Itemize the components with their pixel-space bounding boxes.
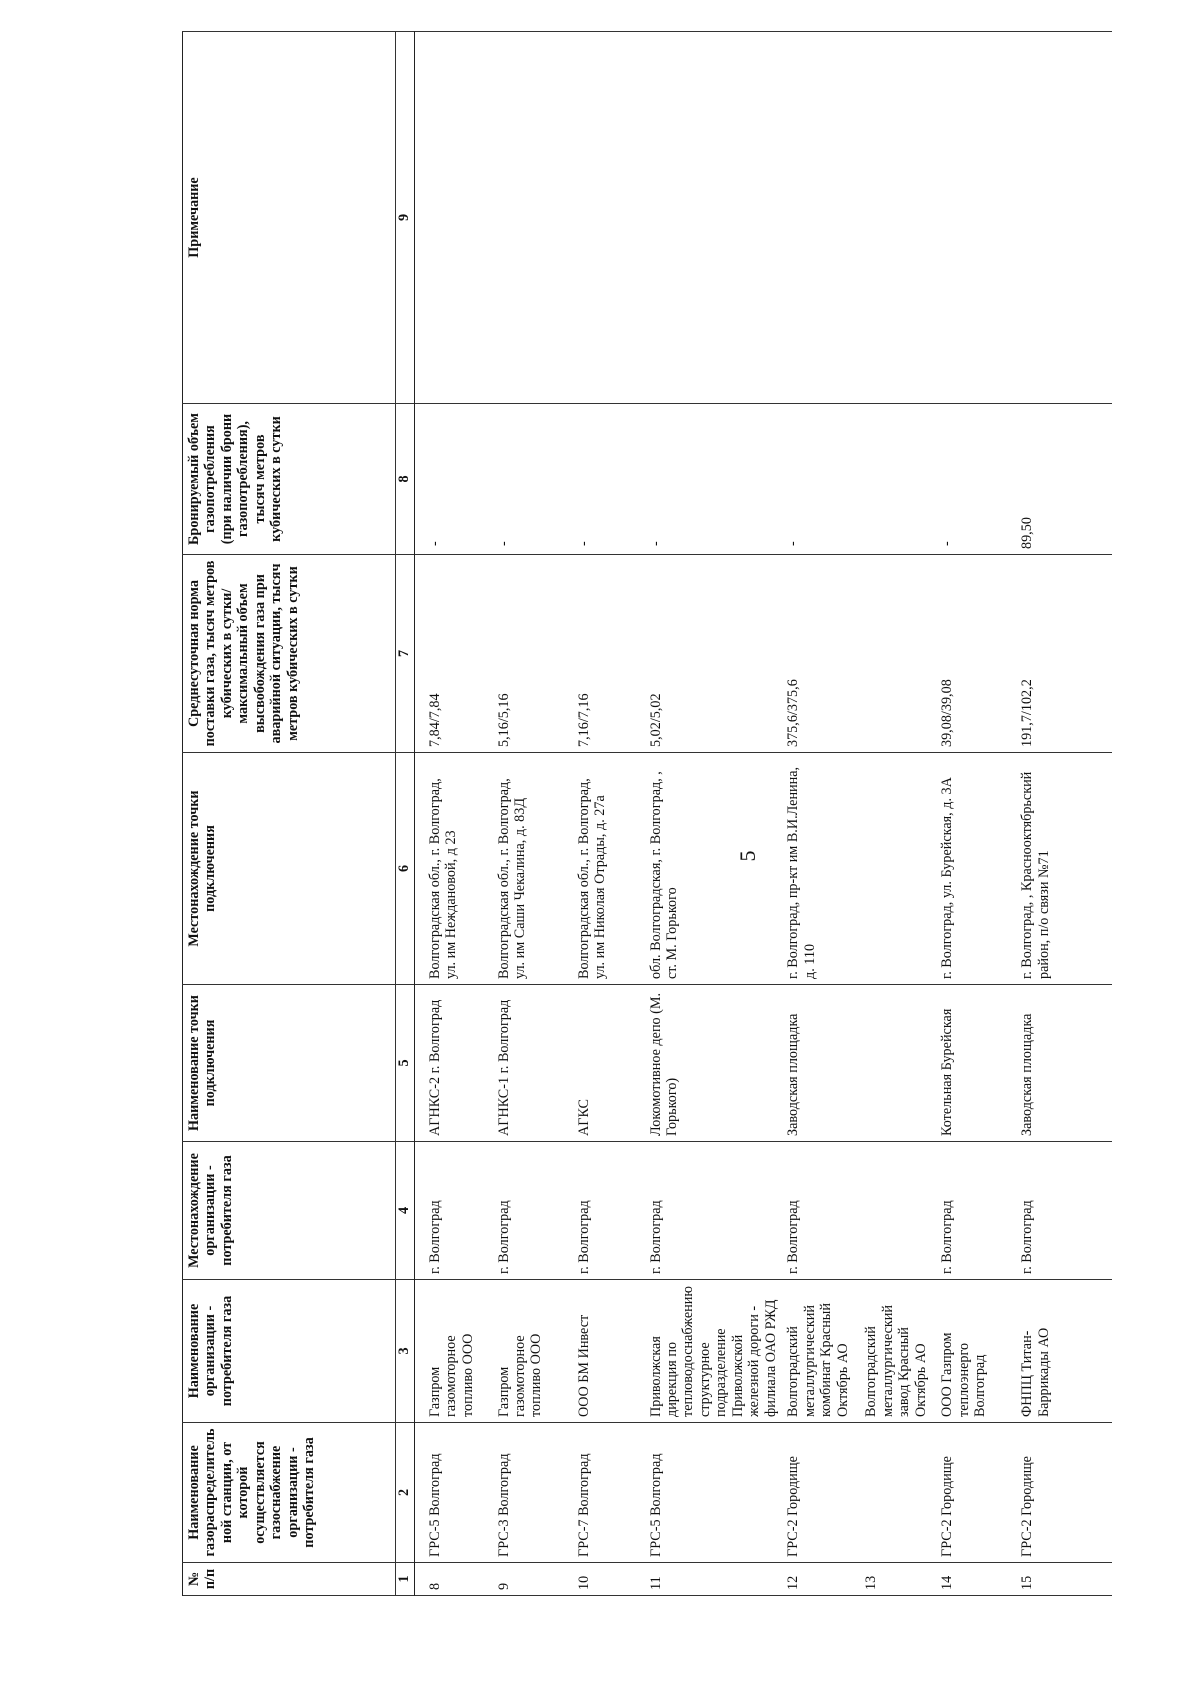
row-num: 10: [573, 1563, 645, 1596]
column-number: 6: [396, 753, 415, 985]
row-point: Локомотивное депо (М. Горького): [645, 985, 783, 1142]
table-row: [493, 32, 573, 1596]
row-consumer-location: г. Волгоград: [645, 1142, 783, 1280]
row-reserved: -: [645, 404, 783, 555]
row-consumer-location: г. Волгоград: [782, 1142, 860, 1280]
header-row: [183, 32, 396, 1596]
row-consumer: ООО Газпром теплоэнерго Волгоград: [936, 1280, 1016, 1423]
row-num: 12: [782, 1563, 860, 1596]
row-consumer: ФНПЦ Титан-Баррикады АО: [1016, 1280, 1112, 1423]
row-consumer: Волгоградский металлургический комбинат Красный Октябрь АО: [782, 1280, 860, 1423]
row-consumer: Приволжская дирекция по тепловодоснабжению структурное подразделение Приволжской железной дороги - филиала ОАО РЖД: [645, 1280, 783, 1423]
row-point: Котельная Бурейская: [936, 985, 1016, 1142]
gas-supply-table: [182, 31, 1112, 1596]
row-consumer-location: г. Волгоград: [573, 1142, 645, 1280]
column-number-row: [396, 32, 415, 1596]
table-row: [782, 32, 860, 1596]
row-norm: 191,7/102,2: [1016, 555, 1112, 753]
row-norm: 5,02/5,02: [645, 555, 783, 753]
row-reserved: -: [415, 404, 493, 555]
row-point: [860, 985, 936, 1142]
page-number: 5: [735, 850, 760, 862]
row-consumer: ООО БМ Инвест: [573, 1280, 645, 1423]
header-consumer-location: Местонахождение организации - потребителя газа: [183, 1142, 396, 1280]
row-point-location: Волгоградская обл., г. Волгоград, ул. им Саши Чекалина, д. 83Д: [493, 753, 573, 985]
row-num: 9: [493, 1563, 573, 1596]
header-station: Наименование газораспределительной станции, от которой осуществляется газоснабжение организации - потребителя газа: [183, 1423, 396, 1563]
row-num: 14: [936, 1563, 1016, 1596]
row-station: ГРС-5 Волгоград: [415, 1423, 493, 1563]
column-number: 1: [396, 1563, 415, 1596]
row-station: ГРС-5 Волгоград: [645, 1423, 783, 1563]
row-consumer-location: г. Волгоград: [493, 1142, 573, 1280]
row-reserved: [860, 404, 936, 555]
table-row: [936, 32, 1016, 1596]
column-number: 2: [396, 1423, 415, 1563]
header-reserved: Бронируемый объем газопотребления (при наличии брони газопотребления), тысяч метров кубических в сутки: [183, 404, 396, 555]
column-number: 5: [396, 985, 415, 1142]
row-point: АГНКС-2 г. Волгоград: [415, 985, 493, 1142]
row-consumer-location: г. Волгоград: [936, 1142, 1016, 1280]
row-consumer-location: [860, 1142, 936, 1280]
row-station: [860, 1423, 936, 1563]
header-point: Наименование точки подключения: [183, 985, 396, 1142]
row-note: [645, 32, 783, 404]
row-note: [860, 32, 936, 404]
row-norm: 7,84/7,84: [415, 555, 493, 753]
row-consumer-location: г. Волгоград: [1016, 1142, 1112, 1280]
header-note: Примечание: [183, 32, 396, 404]
row-consumer: Газпром газомоторное топливо ООО: [493, 1280, 573, 1423]
table-row: [645, 32, 783, 1596]
row-note: [782, 32, 860, 404]
row-point: АГНКС-1 г. Волгоград: [493, 985, 573, 1142]
row-note: [493, 32, 573, 404]
column-number: 3: [396, 1280, 415, 1423]
row-consumer: Газпром газомоторное топливо ООО: [415, 1280, 493, 1423]
table-row: [1016, 32, 1112, 1596]
row-num: 8: [415, 1563, 493, 1596]
row-note: [415, 32, 493, 404]
header-consumer: Наименование организации - потребителя газа: [183, 1280, 396, 1423]
row-station: ГРС-3 Волгоград: [493, 1423, 573, 1563]
column-number: 4: [396, 1142, 415, 1280]
row-station: ГРС-7 Волгоград: [573, 1423, 645, 1563]
row-point-location: Волгоградская обл., г. Волгоград, ул. им Николая Отрады, д. 27а: [573, 753, 645, 985]
row-norm: 5,16/5,16: [493, 555, 573, 753]
row-consumer-location: г. Волгоград: [415, 1142, 493, 1280]
row-norm: 375,6/375,6: [782, 555, 860, 753]
row-consumer: Волгоградский металлургический завод Красный Октябрь АО: [860, 1280, 936, 1423]
row-point: Заводская площадка: [1016, 985, 1112, 1142]
column-number: 9: [396, 32, 415, 404]
row-point-location: [860, 753, 936, 985]
row-point: АГКС: [573, 985, 645, 1142]
row-reserved: -: [573, 404, 645, 555]
row-point-location: Волгоградская обл., г. Волгоград, ул. им Неждановой, д 23: [415, 753, 493, 985]
row-reserved: 89,50: [1016, 404, 1112, 555]
table-row: [573, 32, 645, 1596]
header-norm: Среднесуточная норма поставки газа, тысяч метров кубических в сутки/максимальный объем высвобождения газа при аварийной ситуации, тысяч метров кубических в сутки: [183, 555, 396, 753]
row-num: 13: [860, 1563, 936, 1596]
table-row: [860, 32, 936, 1596]
row-point-location: г. Волгоград, ул. Бурейская, д. 3А: [936, 753, 1016, 985]
row-station: ГРС-2 Городище: [782, 1423, 860, 1563]
row-num: 15: [1016, 1563, 1112, 1596]
table-row: [415, 32, 493, 1596]
row-station: ГРС-2 Городище: [936, 1423, 1016, 1563]
row-point-location: г. Волгоград, , Краснооктябрьский район, п/о связи №71: [1016, 753, 1112, 985]
row-reserved: -: [493, 404, 573, 555]
row-reserved: -: [936, 404, 1016, 555]
row-note: [573, 32, 645, 404]
row-point: Заводская площадка: [782, 985, 860, 1142]
column-number: 7: [396, 555, 415, 753]
row-point-location: г. Волгоград, пр-кт им В.И.Ленина, д. 110: [782, 753, 860, 985]
column-number: 8: [396, 404, 415, 555]
row-norm: 39,08/39,08: [936, 555, 1016, 753]
row-station: ГРС-2 Городище: [1016, 1423, 1112, 1563]
header-point-location: Местонахождение точки подключения: [183, 753, 396, 985]
row-norm: [860, 555, 936, 753]
gas-supply-table-wrapper: [182, 32, 1112, 1596]
row-note: [936, 32, 1016, 404]
header-num: № п/п: [183, 1563, 396, 1596]
row-reserved: -: [782, 404, 860, 555]
row-norm: 7,16/7,16: [573, 555, 645, 753]
row-point-location: обл. Волгоградская, г. Волгоград, , ст. М. Горького: [645, 753, 783, 985]
row-note: [1016, 32, 1112, 404]
row-num: 11: [645, 1563, 783, 1596]
